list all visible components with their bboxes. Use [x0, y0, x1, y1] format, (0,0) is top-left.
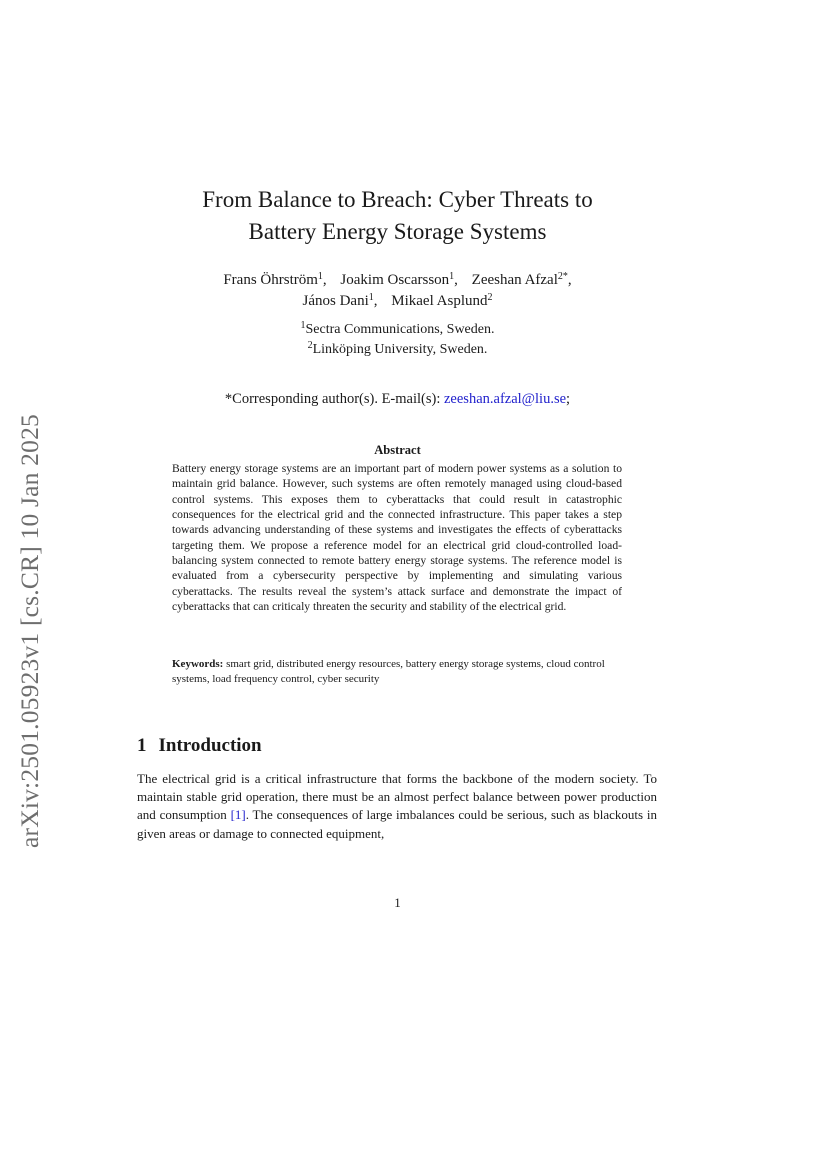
- affiliation: [0, 320, 795, 340]
- arxiv-identifier-stamp: arXiv:2501.05923v1 [cs.CR] 10 Jan 2025: [15, 414, 44, 848]
- introduction-paragraph: [137, 770, 657, 843]
- corresponding-author-prefix: *Corresponding author(s). E-mail(s):: [224, 391, 444, 407]
- affiliation: [0, 340, 795, 360]
- corresponding-author: [0, 391, 795, 408]
- abstract-text: Battery energy storage systems are an important part of modern power systems as a solution to maintain grid balance. However, such systems are often remotely managed using cloud-based control systems. This exposes them to cyberattacks that could result in catastrophic consequences for the electrical grid and the connected infrastructure. This paper takes a step towards advancing understanding of these systems and investigates the effects of cyberattacks targeting them. We propose a reference model for an electrical grid cloud-controlled load-balancing system connected to remote battery energy storage systems. The reference model is evaluated from a cybersecurity perspective by implementing and simulating various cyberattacks. The results reveal the system’s attack surface and demonstrate the impact of cyberattacks that can criticaly threaten the security and stability of the electrical grid.: [172, 462, 622, 614]
- paper-title: [0, 184, 795, 248]
- abstract-heading: Abstract: [374, 443, 421, 457]
- keywords-text: smart grid, distributed energy resources, battery energy storage systems, cloud control systems, load frequency control, cyber security: [172, 658, 605, 685]
- corresponding-author-suffix: ;: [566, 391, 571, 407]
- author-affiliation-mark: 1: [317, 271, 323, 282]
- keywords-label: Keywords:: [172, 658, 224, 670]
- author-list: [0, 270, 795, 312]
- affiliation-mark: 2: [307, 340, 313, 351]
- affiliation-mark: 1: [300, 320, 306, 331]
- author-name: János Dani: [302, 293, 369, 309]
- author-line-1: Frans Öhrström$^1$, Joakim Oscarsson$^1$, Zeeshan Afzal$^{2*}$,: [223, 271, 572, 288]
- paper-title-line-1: From Balance to Breach: Cyber Threats to: [202, 187, 593, 212]
- section-heading: [137, 735, 262, 757]
- author-affiliation-mark: 1: [449, 271, 455, 282]
- section-number: 1: [137, 735, 147, 756]
- keywords: [172, 657, 622, 686]
- author-name: Zeeshan Afzal: [471, 272, 558, 288]
- author-affiliation-mark: 2*: [557, 271, 568, 282]
- author-name: Frans Öhrström: [223, 272, 318, 288]
- affiliation-list: [0, 320, 795, 360]
- corresponding-email-link[interactable]: zeeshan.afzal@liu.se: [444, 391, 567, 407]
- affiliation-text: Linköping University, Sweden.: [312, 342, 488, 357]
- intro-text-after: . The consequences of large imbalances could be serious, such as blackouts in given areas or damage to connected equipment,: [137, 807, 657, 841]
- author-affiliation-mark: 1: [368, 292, 374, 303]
- intro-text-before: The electrical grid is a critical infrastructure that forms the backbone of the modern society. To maintain stable grid operation, there must be an almost perfect balance between power production and consumption: [137, 771, 657, 823]
- author-affiliation-mark: 2: [487, 292, 493, 303]
- citation-link[interactable]: [1]: [230, 807, 246, 823]
- author-name: Joakim Oscarsson: [340, 272, 450, 288]
- page-number: 1: [394, 895, 401, 910]
- author-name: Mikael Asplund: [391, 293, 488, 309]
- section-title: Introduction: [158, 735, 262, 756]
- paper-title-line-2: Battery Energy Storage Systems: [248, 219, 547, 244]
- author-line-2: János Dani$^1$, Mikael Asplund$^2$: [302, 292, 493, 309]
- affiliation-text: Sectra Communications, Sweden.: [305, 322, 495, 337]
